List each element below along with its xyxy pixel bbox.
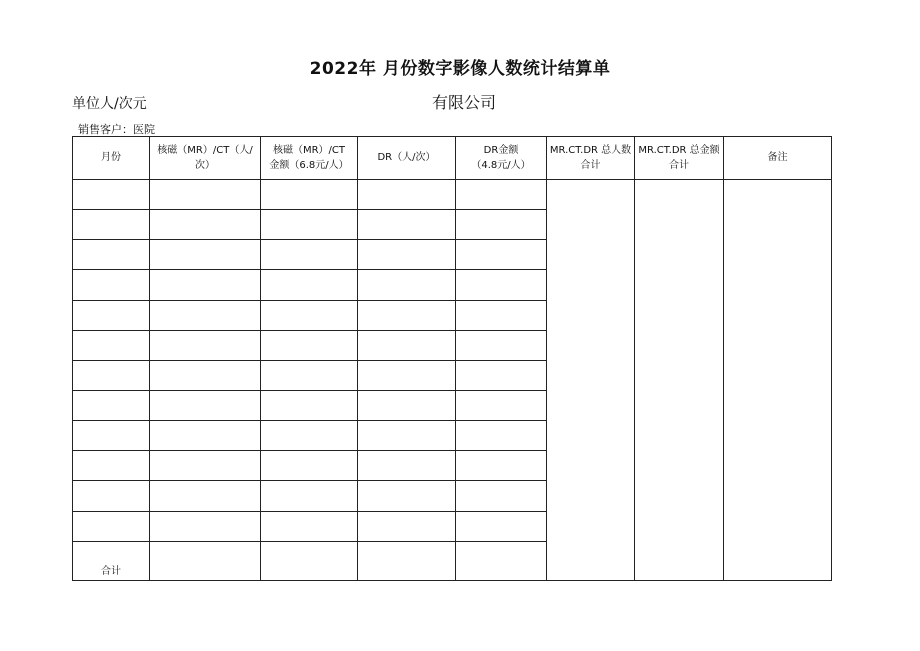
cell-mr-ct-amount[interactable]: [261, 360, 358, 390]
cell-dr-count[interactable]: [358, 481, 456, 511]
cell-dr-amount[interactable]: [456, 481, 547, 511]
cell-dr-count[interactable]: [358, 360, 456, 390]
col-header-mr-ct-count: [150, 137, 261, 180]
cell-mr-ct-amount[interactable]: [261, 451, 358, 481]
header-row: [73, 137, 832, 180]
col-header-mr-ct-amount: [261, 137, 358, 180]
cell-mr-ct-count[interactable]: [150, 210, 261, 240]
cell-mr-ct-amount[interactable]: [261, 240, 358, 270]
cell-mr-ct-amount[interactable]: [261, 330, 358, 360]
cell-mr-ct-amount[interactable]: [261, 270, 358, 300]
cell-dr-amount[interactable]: [456, 180, 547, 210]
cell-dr-amount[interactable]: [456, 360, 547, 390]
cell-mr-ct-amount[interactable]: [261, 421, 358, 451]
col-header-mr-ct-count-line1: 核磁（MR）/CT（人/: [157, 144, 253, 156]
col-header-dr-count-line1: DR（人/次）: [377, 152, 436, 164]
cell-month[interactable]: [73, 390, 150, 420]
cell-dr-amount[interactable]: [456, 270, 547, 300]
cell-mr-ct-amount[interactable]: [261, 390, 358, 420]
cell-total-dr-count[interactable]: [358, 541, 456, 580]
cell-mr-ct-amount[interactable]: [261, 210, 358, 240]
col-header-mr-ct-count-line2: 次）: [195, 160, 215, 171]
cell-dr-count[interactable]: [358, 240, 456, 270]
cell-month[interactable]: [73, 451, 150, 481]
col-header-total-amount-line1: MR.CT.DR 总金额: [638, 144, 720, 156]
cell-mr-ct-count[interactable]: [150, 300, 261, 330]
cell-dr-amount[interactable]: [456, 240, 547, 270]
cell-mr-ct-count[interactable]: [150, 390, 261, 420]
cell-month[interactable]: [73, 481, 150, 511]
cell-mr-ct-count[interactable]: [150, 330, 261, 360]
cell-mr-ct-amount[interactable]: [261, 300, 358, 330]
col-header-mr-ct-amount-line1: 核磁（MR）/CT: [272, 144, 346, 156]
cell-month[interactable]: [73, 180, 150, 210]
cell-month[interactable]: [73, 300, 150, 330]
cell-dr-count[interactable]: [358, 511, 456, 541]
cell-month[interactable]: [73, 240, 150, 270]
cell-dr-amount[interactable]: [456, 511, 547, 541]
cell-month[interactable]: [73, 210, 150, 240]
cell-dr-count[interactable]: [358, 210, 456, 240]
total-label: 合计: [73, 541, 150, 580]
cell-mr-ct-amount[interactable]: [261, 481, 358, 511]
cell-dr-amount[interactable]: [456, 390, 547, 420]
cell-month[interactable]: [73, 421, 150, 451]
col-header-dr-count: [358, 137, 456, 180]
cell-month[interactable]: [73, 511, 150, 541]
col-header-mr-ct-amount-line2: 金额（6.8元/人）: [269, 160, 349, 171]
cell-total-mr-ct-count[interactable]: [150, 541, 261, 580]
cell-dr-count[interactable]: [358, 390, 456, 420]
cell-total-dr-amount[interactable]: [456, 541, 547, 580]
cell-total-amount[interactable]: [635, 180, 724, 581]
cell-month[interactable]: [73, 330, 150, 360]
company-name: 有限公司: [432, 93, 497, 112]
cell-total-mr-ct-amount[interactable]: [261, 541, 358, 580]
col-header-total-count: [547, 137, 635, 180]
cell-month[interactable]: [73, 270, 150, 300]
col-header-total-count-line1: MR.CT.DR 总人数: [549, 144, 632, 156]
col-header-dr-amount: [456, 137, 547, 180]
cell-month[interactable]: [73, 360, 150, 390]
cell-mr-ct-count[interactable]: [150, 481, 261, 511]
col-header-month: [73, 137, 150, 180]
cell-dr-amount[interactable]: [456, 421, 547, 451]
cell-dr-count[interactable]: [358, 300, 456, 330]
cell-dr-amount[interactable]: [456, 210, 547, 240]
cell-dr-count[interactable]: [358, 330, 456, 360]
col-header-dr-amount-line1: DR金额: [483, 144, 519, 156]
cell-dr-amount[interactable]: [456, 330, 547, 360]
cell-dr-count[interactable]: [358, 180, 456, 210]
col-header-remarks: [724, 137, 832, 180]
cell-mr-ct-amount[interactable]: [261, 511, 358, 541]
unit-label: 单位人/次元: [72, 96, 147, 112]
col-header-remarks-line1: 备注: [767, 152, 788, 164]
cell-dr-count[interactable]: [358, 451, 456, 481]
page-title: 2022年 月份数字影像人数统计结算单: [309, 59, 611, 79]
col-header-dr-amount-line2: （4.8元/人）: [471, 160, 531, 171]
col-header-total-count-line2: 合计: [580, 160, 601, 171]
cell-mr-ct-count[interactable]: [150, 270, 261, 300]
cell-mr-ct-count[interactable]: [150, 240, 261, 270]
cell-dr-amount[interactable]: [456, 300, 547, 330]
cell-dr-count[interactable]: [358, 421, 456, 451]
col-header-total-amount: [635, 137, 724, 180]
customer-label: 销售客户：医院: [78, 123, 155, 136]
cell-mr-ct-count[interactable]: [150, 421, 261, 451]
cell-mr-ct-count[interactable]: [150, 511, 261, 541]
cell-mr-ct-amount[interactable]: [261, 180, 358, 210]
cell-remarks[interactable]: [724, 180, 832, 581]
table-row: [73, 180, 832, 210]
cell-dr-count[interactable]: [358, 270, 456, 300]
cell-total-count[interactable]: [547, 180, 635, 581]
cell-mr-ct-count[interactable]: [150, 360, 261, 390]
cell-mr-ct-count[interactable]: [150, 451, 261, 481]
cell-mr-ct-count[interactable]: [150, 180, 261, 210]
cell-dr-amount[interactable]: [456, 451, 547, 481]
col-header-month-line1: 月份: [101, 152, 121, 164]
col-header-total-amount-line2: 合计: [669, 160, 689, 171]
settlement-table: [72, 136, 832, 581]
